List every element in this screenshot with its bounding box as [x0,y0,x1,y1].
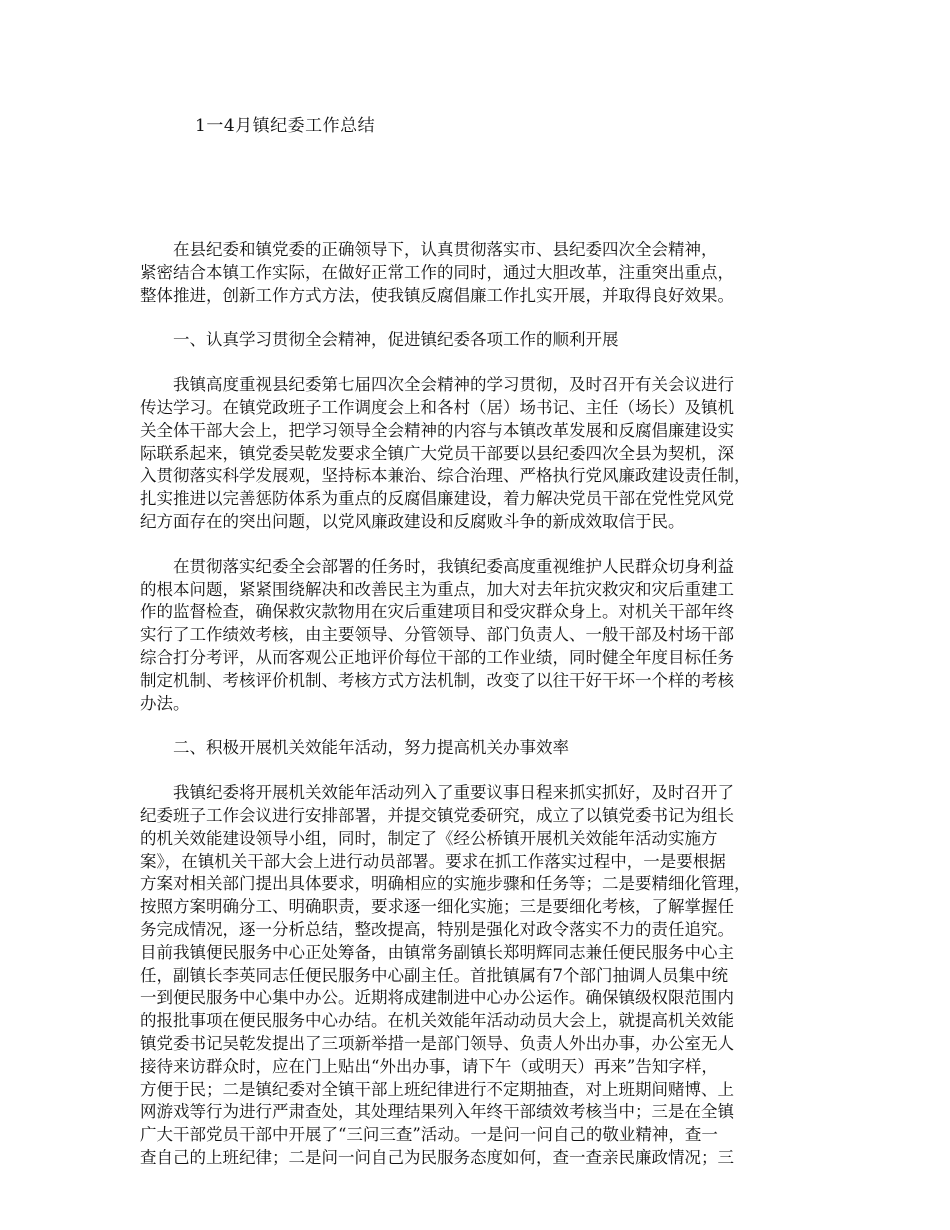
text-line: 我镇纪委将开展机关效能年活动列入了重要议事日程来抓实抓好，及时召开了 [140,783,734,803]
text-line: 整体推进，创新工作方式方法，使我镇反腐倡廉工作扎实开展，并取得良好效果。 [140,285,734,305]
document-body [140,239,820,1170]
text-line: 案》，在镇机关干部大会上进行动员部署。要求在抓工作落实过程中，一是要根据 [140,851,726,871]
text-line: 的机关效能建设领导小组，同时，制定了《经公桥镇开展机关效能年活动实施方 [140,828,718,848]
text-line: 在贯彻落实纪委全会部署的任务时，我镇纪委高度重视维护人民群众切身利益 [140,556,734,576]
text-line: 任，副镇长李英同志任便民服务中心副主任。首批镇属有7个部门抽调人员集中统 [140,965,728,985]
text-line: 作的监督检查，确保救灾款物用在灾后重建项目和受灾群众身上。对机关干部年终 [140,602,734,622]
heading-line: 二、积极开展机关效能年活动，努力提高机关办事效率 [140,738,569,758]
document-title: 1一4月镇纪委工作总结 [195,116,376,136]
paragraph-gap [140,307,820,329]
paragraph-gap [140,715,820,737]
text-line: 紧密结合本镇工作实际，在做好正常工作的同时，通过大胆改革，注重突出重点， [140,262,734,282]
text-line: 务完成情况，逐一分析总结，整改提高，特别是强化对政令落实不力的责任追究。 [140,919,734,939]
section-1-paragraph-2 [140,556,820,716]
text-line: 在县纪委和镇党委的正确领导下，认真贯彻落实市、县纪委四次全会精神， [140,240,718,259]
section-heading-2 [140,737,820,760]
text-line: 入贯彻落实科学发展观，坚持标本兼治、综合治理、严格执行党风廉政建设责任制， [140,466,751,486]
text-line: 实行了工作绩效考核，由主要领导、分管领导、部门负责人、一般干部及村场干部 [140,625,734,645]
text-line: 一到便民服务中心集中办公。近期将成建制进中心办公运作。确保镇级权限范围内 [140,988,734,1008]
text-line: 镇党委书记吴乾发提出了三项新举措一是部门领导、负责人外出办事，办公室无人 [140,1033,734,1053]
paragraph-gap [140,760,820,782]
text-line: 我镇高度重视县纪委第七届四次全会精神的学习贯彻，及时召开有关会议进行 [140,375,734,395]
paragraph-gap [140,534,820,556]
heading-line: 一、认真学习贯彻全会精神，促进镇纪委各项工作的顺利开展 [140,330,619,350]
text-line: 方便于民；二是镇纪委对全镇干部上班纪律进行不定期抽查，对上班期间赌博、上 [140,1079,734,1099]
text-line: 制定机制、考核评价机制、考核方式方法机制，改变了以往干好干坏一个样的考核 [140,670,734,690]
text-line: 查自己的上班纪律；二是问一问自己为民服务态度如何，查一查亲民廉政情况；三 [140,1147,734,1167]
text-line: 纪委班子工作会议进行安排部署，并提交镇党委研究，成立了以镇党委书记为组长 [140,805,734,825]
text-line: 按照方案明确分工、明确职责，要求逐一细化实施；三是要细化考核，了解掌握任 [140,897,734,917]
text-line: 接待来访群众时，应在门上贴出“外出办事，请下午（或明天）再来”告知字样， [140,1056,718,1076]
text-line: 的报批事项在便民服务中心办结。在机关效能年活动动员大会上，就提高机关效能 [140,1011,734,1031]
text-line: 扎实推进以完善惩防体系为重点的反腐倡廉建设，着力解决党员干部在党性党风党 [140,489,734,509]
text-line: 际联系起来，镇党委吴乾发要求全镇广大党员干部要以县纪委四次全县为契机，深 [140,443,734,463]
text-line: 纪方面存在的突出问题，以党风廉政建设和反腐败斗争的新成效取信于民。 [140,511,685,531]
text-line: 传达学习。在镇党政班子工作调度会上和各村（居）场书记、主任（场长）及镇机 [140,397,734,417]
text-line: 综合打分考评，从而客观公正地评价每位干部的工作业绩，同时健全年度目标任务 [140,647,734,667]
text-line: 广大干部党员干部中开展了“三问三查”活动。一是问一问自己的敬业精神，查一 [140,1125,718,1145]
section-2-paragraph-1 [140,782,820,1170]
section-heading-1 [140,329,820,352]
text-line: 的根本问题，紧紧围绕解决和改善民主为重点，加大对去年抗灾救灾和灾后重建工 [140,579,734,599]
text-line: 网游戏等行为进行严肃查处，其处理结果列入年终干部绩效考核当中；三是在全镇 [140,1102,734,1122]
paragraph-gap [140,352,820,374]
text-line: 方案对相关部门提出具体要求，明确相应的实施步骤和任务等；二是要精细化管理， [140,874,751,894]
text-line: 办法。 [140,693,190,713]
intro-paragraph [140,239,820,307]
text-line: 关全体干部大会上，把学习领导全会精神的内容与本镇改革发展和反腐倡廉建设实 [140,420,734,440]
section-1-paragraph-1 [140,374,820,534]
text-line: 目前我镇便民服务中心正处筹备，由镇常务副镇长郑明辉同志兼任便民服务中心主 [140,942,734,962]
